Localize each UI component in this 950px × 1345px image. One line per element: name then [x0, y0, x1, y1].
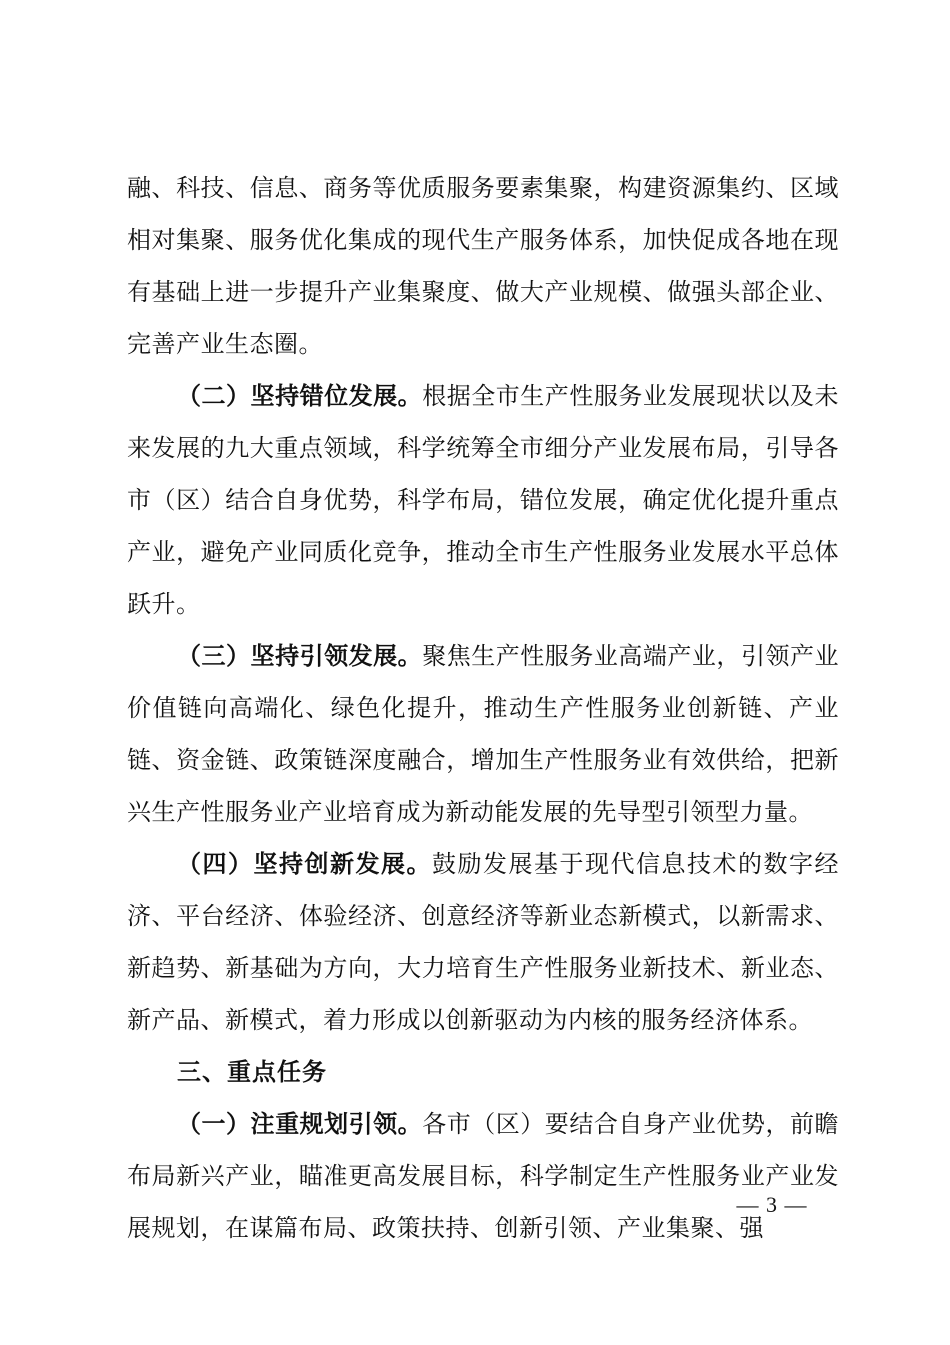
body-paragraph-leading-development — [127, 630, 839, 838]
body-paragraph-planning-guidance — [127, 1098, 839, 1254]
paragraph-lead: （四）坚持创新发展。 — [177, 849, 432, 878]
paragraph-text: 根据全市生产性服务业发展现状以及未来发展的九大重点领域，科学统筹全市细分产业发展布局，引导各市（区）结合自身优势，科学布局，错位发展，确定优化提升重点产业，避免产业同质化竞争，推动全市生产性服务业发展水平总体跃升。 — [127, 382, 840, 618]
paragraph-text: 各市（区）要结合自身产业优势，前瞻布局新兴产业，瞄准更高发展目标，科学制定生产性服务业产业发展规划，在谋篇布局、政策扶持、创新引领、产业集聚、强 — [127, 1110, 840, 1242]
page-number: — 3 — — [736, 1192, 808, 1217]
section-heading: 三、重点任务 — [177, 1058, 327, 1086]
paragraph-text: 融、科技、信息、商务等优质服务要素集聚，构建资源集约、区域相对集聚、服务优化集成的现代生产服务体系，加快促成各地在现有基础上进一步提升产业集聚度、做大产业规模、做强头部企业、完善产业生态圈。 — [127, 174, 839, 358]
paragraph-text: 聚焦生产性服务业高端产业，引领产业价值链向高端化、绿色化提升，推动生产性服务业创新链、产业链、资金链、政策链深度融合，增加生产性服务业有效供给，把新兴生产性服务业产业培育成为新动能发展的先导型引领型力量。 — [127, 642, 840, 826]
body-paragraph-innovative-development — [127, 838, 839, 1046]
paragraph-lead: （二）坚持错位发展。 — [177, 381, 423, 410]
paragraph-lead: （一）注重规划引领。 — [177, 1109, 423, 1138]
body-paragraph-staggered-development — [127, 370, 839, 630]
document-body — [127, 162, 839, 1254]
body-paragraph-continued — [127, 162, 839, 370]
paragraph-lead: （三）坚持引领发展。 — [177, 641, 423, 670]
paragraph-text: 鼓励发展基于现代信息技术的数字经济、平台经济、体验经济、创意经济等新业态新模式，以新需求、新趋势、新基础为方向，大力培育生产性服务业新技术、新业态、新产品、新模式，着力形成以创新驱动为内核的服务经济体系。 — [127, 850, 839, 1034]
